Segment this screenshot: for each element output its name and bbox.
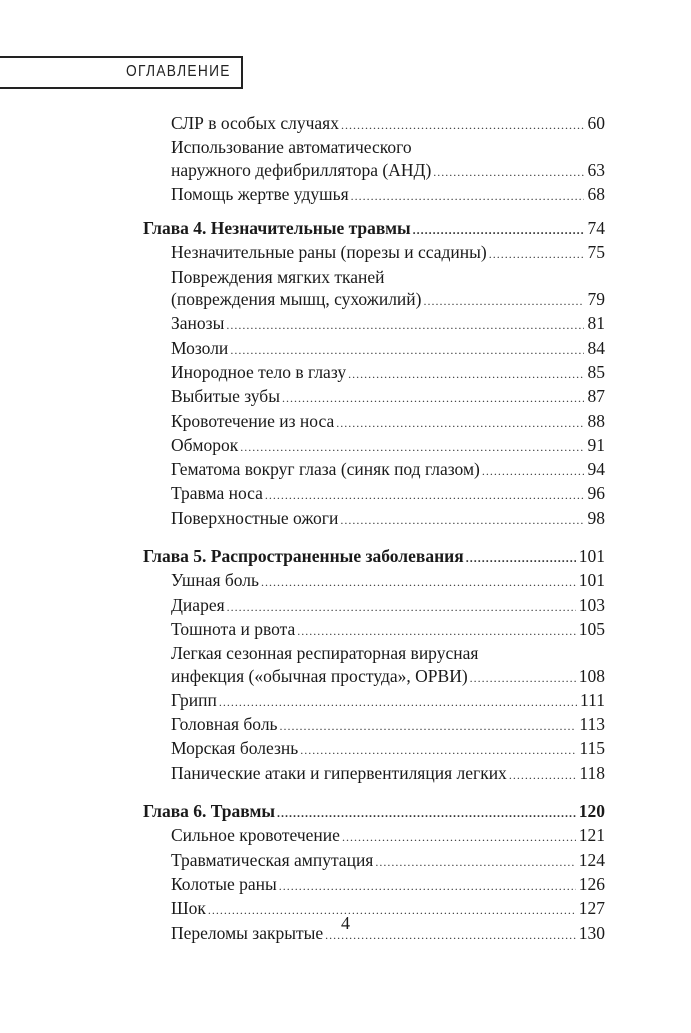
- toc-entry: [143, 312, 605, 336]
- entry-title: Диарея: [171, 594, 225, 615]
- page-ref: 85: [587, 361, 605, 382]
- page-ref: 118: [579, 762, 605, 783]
- toc-entry: [143, 824, 605, 848]
- toc-entry: [143, 361, 605, 385]
- toc-chapter: [143, 217, 605, 241]
- dot-leader: [489, 243, 584, 265]
- dot-leader: [230, 339, 584, 361]
- entry-title: наружного дефибриллятора (АНД): [171, 159, 432, 180]
- dot-leader: [466, 547, 576, 569]
- dot-leader: [470, 667, 576, 689]
- dot-leader: [280, 715, 577, 737]
- toc-entry: [143, 241, 605, 265]
- section-header-box: [0, 56, 243, 89]
- entry-title: Грипп: [171, 689, 217, 710]
- entry-title: Шок: [171, 898, 206, 919]
- page-ref: 105: [578, 618, 605, 639]
- dot-leader: [351, 185, 584, 207]
- toc-entry: [143, 569, 605, 593]
- dot-leader: [341, 114, 584, 136]
- dot-leader: [219, 691, 577, 713]
- dot-leader: [297, 620, 575, 642]
- dot-leader: [424, 290, 585, 312]
- entry-title: Помощь жертве удушья: [171, 183, 349, 204]
- chapter-title: Глава 4. Незначительные травмы: [143, 218, 411, 239]
- toc-entry: [143, 385, 605, 409]
- entry-title: Выбитые зубы: [171, 386, 280, 407]
- dot-leader: [240, 436, 584, 458]
- toc-entry: [143, 507, 605, 531]
- entry-title: инфекция («обычная простуда», ОРВИ): [171, 665, 468, 686]
- page-ref: 127: [578, 898, 605, 919]
- entry-title: Травматическая ампутация: [171, 849, 374, 870]
- page-ref: 98: [587, 507, 605, 528]
- toc-entry-title-line: Легкая сезонная респираторная вирусная: [171, 643, 479, 664]
- entry-title: Головная боль: [171, 714, 278, 735]
- toc-entry: [143, 288, 605, 312]
- page-ref: 126: [578, 873, 605, 894]
- dot-leader: [342, 826, 576, 848]
- page-ref: 108: [578, 665, 605, 686]
- page-ref: 120: [578, 801, 605, 822]
- dot-leader: [226, 314, 584, 336]
- toc-entry: [143, 458, 605, 482]
- page-ref: 124: [578, 849, 605, 870]
- toc-entry: [143, 689, 605, 713]
- toc-chapter: [143, 545, 605, 569]
- page-ref: 81: [587, 313, 605, 334]
- page-ref: 96: [587, 483, 605, 504]
- dot-leader: [413, 219, 584, 241]
- page-ref: 63: [587, 159, 605, 180]
- page-ref: 88: [587, 410, 605, 431]
- toc-entry: [143, 762, 605, 786]
- toc-entry: [143, 618, 605, 642]
- toc-entry: [143, 737, 605, 761]
- entry-title: (повреждения мышц, сухожилий): [171, 289, 422, 310]
- dot-leader: [340, 509, 584, 531]
- toc-entry: [143, 665, 605, 689]
- section-title: ОГЛАВЛЕНИЕ: [126, 63, 231, 80]
- page-ref: 87: [587, 386, 605, 407]
- toc-entry: [143, 434, 605, 458]
- toc-entry: [143, 873, 605, 897]
- dot-leader: [348, 363, 584, 385]
- page-ref: 79: [587, 289, 605, 310]
- dot-leader: [336, 412, 584, 434]
- entry-title: Инородное тело в глазу: [171, 361, 347, 382]
- page-number: 4: [341, 913, 350, 933]
- entry-title: Гематома вокруг глаза (синяк под глазом): [171, 459, 480, 480]
- dot-leader: [265, 484, 584, 506]
- page-ref: 101: [578, 546, 605, 567]
- dot-leader: [482, 460, 584, 482]
- entry-title: Панические атаки и гипервентиляция легких: [171, 762, 507, 783]
- entry-title: Поверхностные ожоги: [171, 507, 339, 528]
- entry-title: Обморок: [171, 434, 239, 455]
- toc-entry: [143, 594, 605, 618]
- toc-entry: [143, 482, 605, 506]
- dot-leader: [227, 596, 576, 618]
- entry-title: Ушная боль: [171, 570, 260, 591]
- dot-leader: [375, 851, 575, 873]
- toc-entry: [143, 713, 605, 737]
- page-ref: 68: [587, 183, 605, 204]
- toc-entry: [143, 337, 605, 361]
- toc-entry: [143, 849, 605, 873]
- entry-title: Сильное кровотечение: [171, 825, 340, 846]
- dot-leader: [279, 875, 576, 897]
- dot-leader: [300, 739, 576, 761]
- page-ref: 111: [580, 689, 605, 710]
- dot-leader: [282, 387, 584, 409]
- dot-leader: [277, 802, 576, 824]
- entry-title: Незначительные раны (порезы и ссадины): [171, 242, 487, 263]
- entry-title: Колотые раны: [171, 873, 277, 894]
- chapter-title: Глава 6. Травмы: [143, 801, 276, 822]
- entry-title: Травма носа: [171, 483, 263, 504]
- toc-entry: [143, 112, 605, 136]
- page-ref: 60: [587, 113, 605, 133]
- page-ref: 130: [578, 922, 605, 943]
- page-ref: 75: [587, 242, 605, 263]
- entry-title: СЛР в особых случаях: [171, 113, 339, 133]
- page-ref: 101: [578, 570, 605, 591]
- table-of-contents: [143, 112, 605, 946]
- page-ref: 84: [587, 337, 605, 358]
- toc-chapter: [143, 800, 605, 824]
- entry-title: Переломы закрытые: [171, 922, 324, 943]
- chapter-title: Глава 5. Распространенные заболевания: [143, 546, 464, 567]
- page-ref: 115: [579, 738, 605, 759]
- toc-entry-title-line: Повреждения мягких тканей: [171, 266, 385, 287]
- toc-entry: [143, 410, 605, 434]
- entry-title: Занозы: [171, 313, 225, 334]
- toc-entry-title-line: Использование автоматического: [171, 137, 412, 158]
- page-ref: 91: [587, 434, 605, 455]
- dot-leader: [433, 161, 584, 183]
- dot-leader: [509, 764, 577, 786]
- entry-title: Морская болезнь: [171, 738, 299, 759]
- page-ref: 103: [578, 594, 605, 615]
- page-ref: 74: [587, 218, 605, 239]
- entry-title: Кровотечение из носа: [171, 410, 335, 431]
- toc-entry: [143, 159, 605, 183]
- page-ref: 121: [578, 825, 605, 846]
- page-ref: 94: [587, 459, 605, 480]
- entry-title: Мозоли: [171, 337, 229, 358]
- toc-entry: [143, 183, 605, 207]
- page-ref: 113: [579, 714, 605, 735]
- entry-title: Тошнота и рвота: [171, 618, 296, 639]
- dot-leader: [261, 571, 576, 593]
